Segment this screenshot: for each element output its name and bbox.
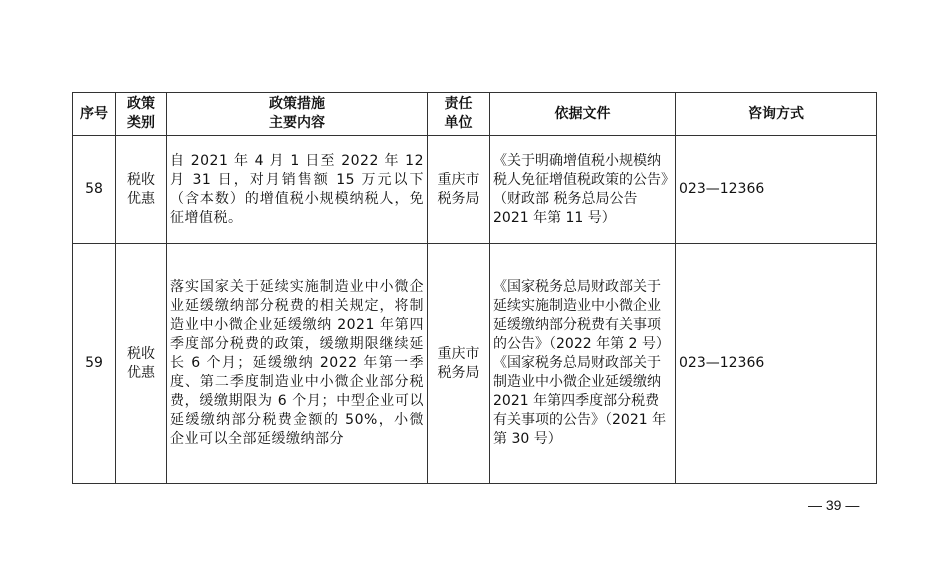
header-number: 序号 [73,93,116,136]
header-department: 责任 单位 [428,93,490,136]
row-documents: 《关于明确增值税小规模纳税人免征增值税政策的公告》（财政部 税务总局公告 2021 年第 11 号） [490,136,676,244]
row-contact: 023—12366 [676,244,877,484]
policy-table [72,92,877,484]
row-number: 58 [73,136,116,244]
table-row [73,136,877,244]
row-category: 税收 优惠 [116,136,167,244]
row-contact: 023—12366 [676,136,877,244]
row-number: 59 [73,244,116,484]
row-measure: 落实国家关于延续实施制造业中小微企业延缓缴纳部分税费的相关规定，将制造业中小微企业延缓缴纳 2021 年第四季度部分税费的政策，缓缴期限继续延长 6 个月；延缓缴纳 2022 年第一季度、第二季度制造业中小微企业部分税费，缓缴期限为 6 个月；中型企业可以延缓缴纳部分税费金额的 50%，小微企业可以全部延缓缴纳部分 [167,244,428,484]
page-number: — 39 — [808,497,860,513]
row-department: 重庆市 税务局 [428,136,490,244]
header-contact: 咨询方式 [676,93,877,136]
header-documents: 依据文件 [490,93,676,136]
table-row [73,244,877,484]
header-measure: 政策措施 主要内容 [167,93,428,136]
table-header-row [73,93,877,136]
row-documents: 《国家税务总局财政部关于延续实施制造业中小微企业延缓缴纳部分税费有关事项的公告》（2022 年第 2 号） 《国家税务总局财政部关于制造业中小微企业延缓缴纳 2021 年第四季度部分税费有关事项的公告》（2021 年第 30 号） [490,244,676,484]
header-category: 政策 类别 [116,93,167,136]
row-category: 税收 优惠 [116,244,167,484]
row-measure: 自 2021 年 4 月 1 日至 2022 年 12 月 31 日，对月销售额 15 万元以下（含本数）的增值税小规模纳税人，免征增值税。 [167,136,428,244]
row-department: 重庆市 税务局 [428,244,490,484]
